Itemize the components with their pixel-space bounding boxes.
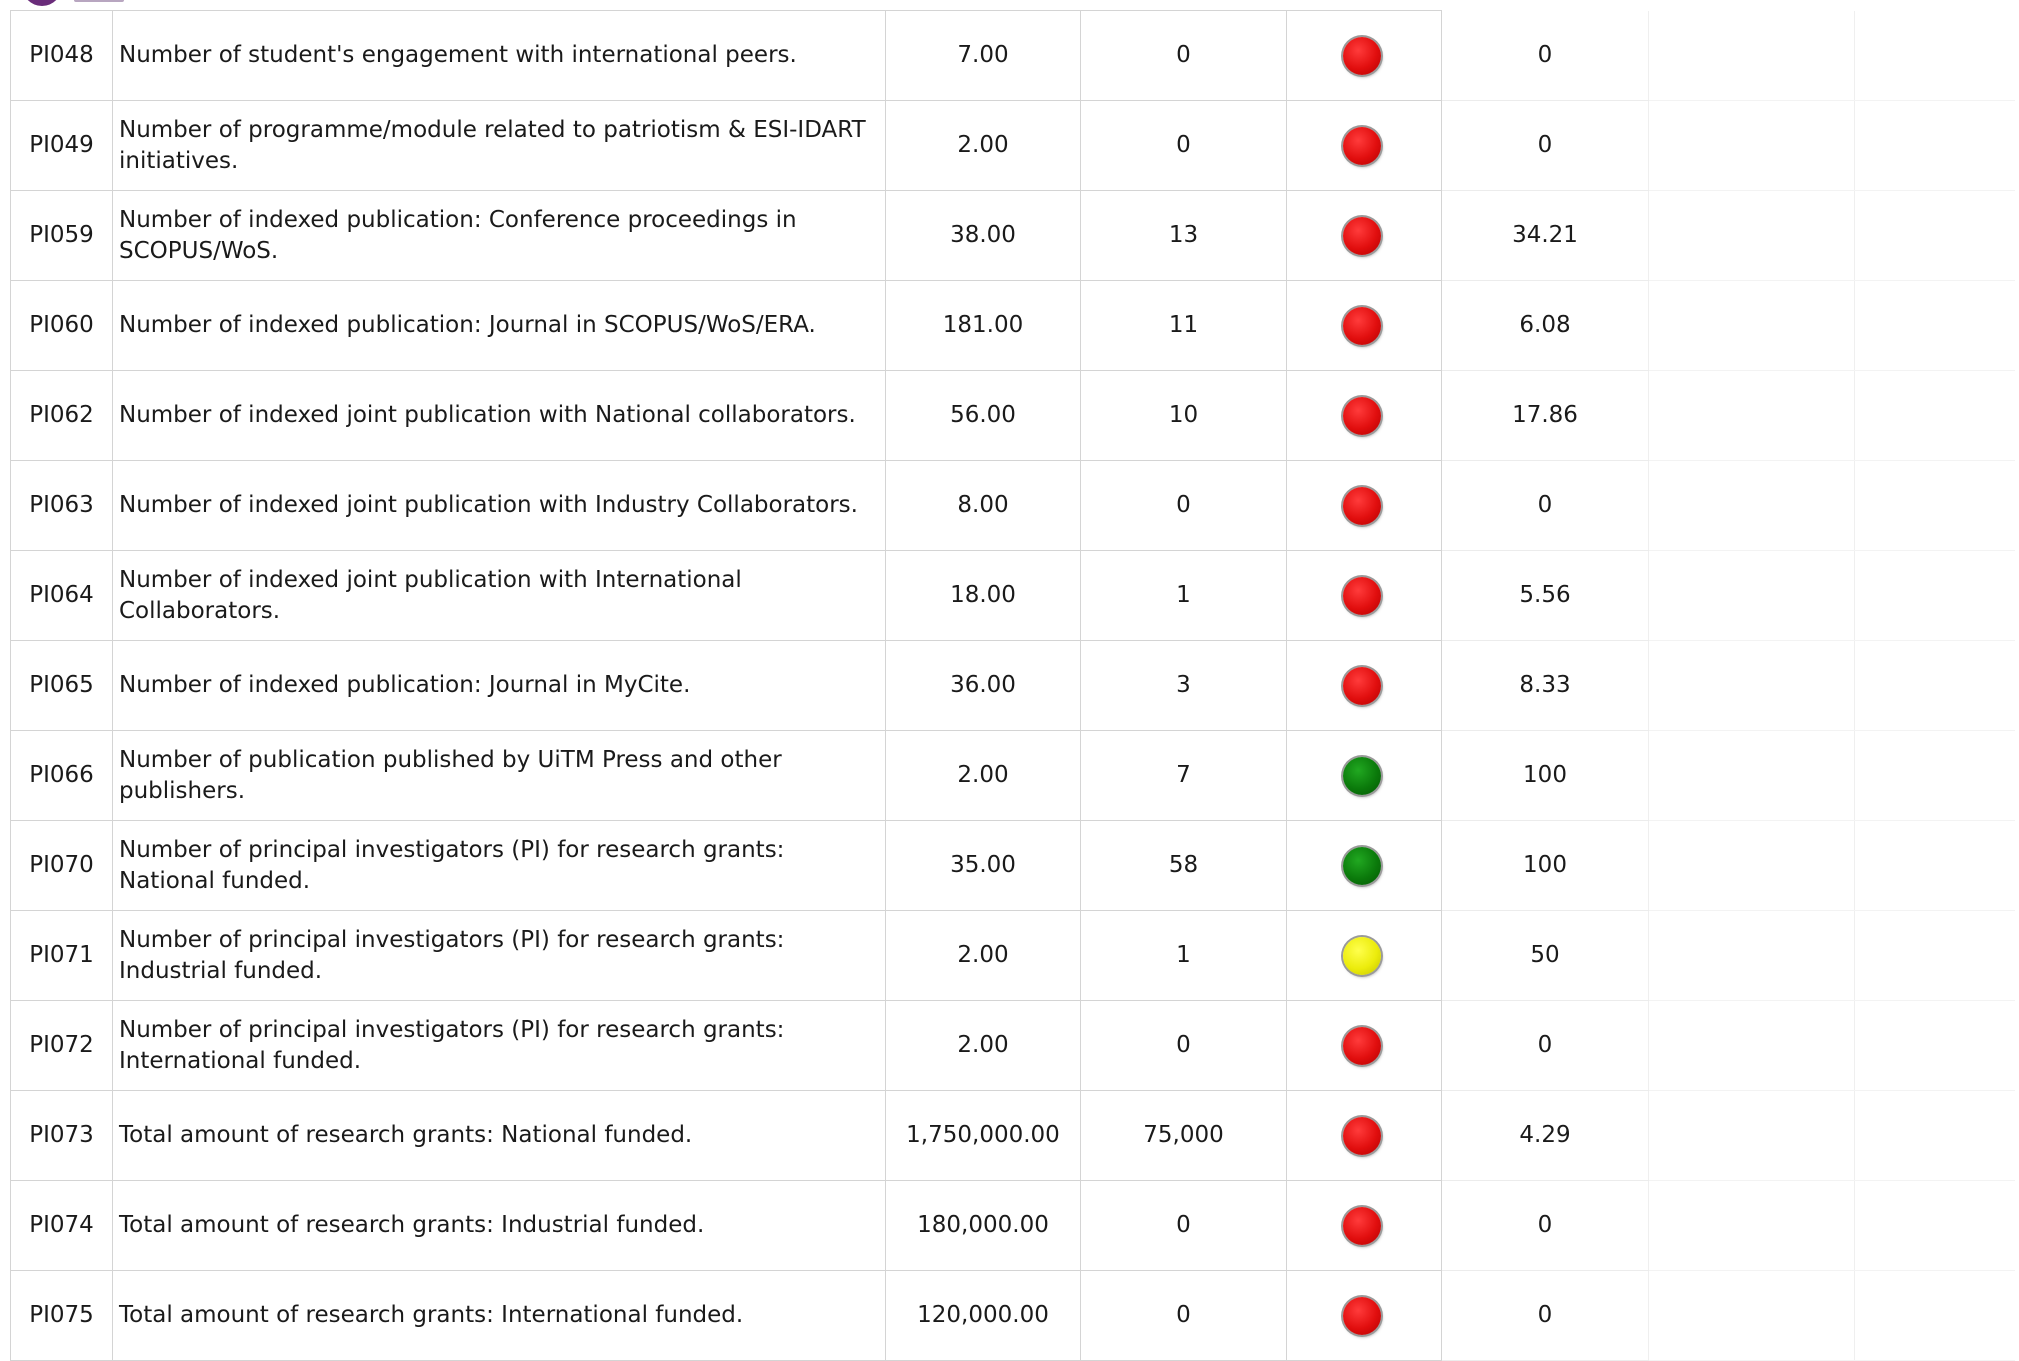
kpi-target-cell: 180,000.00 bbox=[886, 1181, 1081, 1271]
kpi-target-cell: 181.00 bbox=[886, 281, 1081, 371]
kpi-target-cell: 2.00 bbox=[886, 1001, 1081, 1091]
table-row bbox=[11, 371, 2016, 461]
kpi-id-cell: PI075 bbox=[11, 1271, 113, 1361]
kpi-description-cell: Number of student's engagement with international peers. bbox=[113, 11, 886, 101]
empty-cell bbox=[1649, 641, 1855, 731]
kpi-target-cell: 2.00 bbox=[886, 101, 1081, 191]
kpi-percent-cell: 0 bbox=[1442, 1001, 1649, 1091]
kpi-status-cell bbox=[1287, 281, 1442, 371]
kpi-id-cell: PI066 bbox=[11, 731, 113, 821]
kpi-achievement-cell: 13 bbox=[1081, 191, 1287, 281]
kpi-percent-cell: 0 bbox=[1442, 11, 1649, 101]
empty-cell bbox=[1649, 1271, 1855, 1361]
kpi-target-cell: 18.00 bbox=[886, 551, 1081, 641]
kpi-achievement-cell: 0 bbox=[1081, 461, 1287, 551]
kpi-description-cell: Total amount of research grants: Industrial funded. bbox=[113, 1181, 886, 1271]
kpi-achievement-cell: 58 bbox=[1081, 821, 1287, 911]
kpi-id-cell: PI072 bbox=[11, 1001, 113, 1091]
kpi-status-cell bbox=[1287, 461, 1442, 551]
status-red-icon bbox=[1343, 1117, 1381, 1155]
empty-cell bbox=[1649, 1091, 1855, 1181]
kpi-target-cell: 36.00 bbox=[886, 641, 1081, 731]
empty-cell bbox=[1649, 191, 1855, 281]
kpi-id-cell: PI063 bbox=[11, 461, 113, 551]
table-row bbox=[11, 11, 2016, 101]
kpi-id-cell: PI071 bbox=[11, 911, 113, 1001]
status-red-icon bbox=[1343, 217, 1381, 255]
empty-cell bbox=[1649, 461, 1855, 551]
kpi-id-cell: PI048 bbox=[11, 11, 113, 101]
status-red-icon bbox=[1343, 1207, 1381, 1245]
kpi-achievement-cell: 1 bbox=[1081, 911, 1287, 1001]
empty-cell bbox=[1649, 911, 1855, 1001]
table-row bbox=[11, 1091, 2016, 1181]
table-row bbox=[11, 1001, 2016, 1091]
kpi-description-cell: Total amount of research grants: International funded. bbox=[113, 1271, 886, 1361]
kpi-table bbox=[10, 10, 2015, 1361]
empty-cell bbox=[1855, 1271, 2016, 1361]
empty-cell bbox=[1855, 1181, 2016, 1271]
empty-cell bbox=[1855, 1091, 2016, 1181]
kpi-description-cell: Number of principal investigators (PI) for research grants: National funded. bbox=[113, 821, 886, 911]
kpi-id-cell: PI065 bbox=[11, 641, 113, 731]
kpi-status-cell bbox=[1287, 371, 1442, 461]
kpi-table-body bbox=[11, 11, 2016, 1361]
kpi-percent-cell: 0 bbox=[1442, 101, 1649, 191]
empty-cell bbox=[1855, 641, 2016, 731]
logo-icon bbox=[22, 0, 62, 6]
kpi-status-cell bbox=[1287, 1181, 1442, 1271]
empty-cell bbox=[1649, 281, 1855, 371]
kpi-percent-cell: 100 bbox=[1442, 821, 1649, 911]
status-red-icon bbox=[1343, 487, 1381, 525]
kpi-percent-cell: 100 bbox=[1442, 731, 1649, 821]
table-row bbox=[11, 101, 2016, 191]
kpi-id-cell: PI060 bbox=[11, 281, 113, 371]
kpi-target-cell: 38.00 bbox=[886, 191, 1081, 281]
kpi-percent-cell: 5.56 bbox=[1442, 551, 1649, 641]
status-red-icon bbox=[1343, 667, 1381, 705]
kpi-achievement-cell: 75,000 bbox=[1081, 1091, 1287, 1181]
table-row bbox=[11, 191, 2016, 281]
status-red-icon bbox=[1343, 127, 1381, 165]
kpi-description-cell: Number of indexed publication: Conference proceedings in SCOPUS/WoS. bbox=[113, 191, 886, 281]
kpi-description-cell: Number of publication published by UiTM Press and other publishers. bbox=[113, 731, 886, 821]
kpi-id-cell: PI070 bbox=[11, 821, 113, 911]
kpi-percent-cell: 50 bbox=[1442, 911, 1649, 1001]
table-row bbox=[11, 551, 2016, 641]
empty-cell bbox=[1855, 11, 2016, 101]
kpi-id-cell: PI064 bbox=[11, 551, 113, 641]
kpi-target-cell: 1,750,000.00 bbox=[886, 1091, 1081, 1181]
kpi-description-cell: Number of indexed publication: Journal in SCOPUS/WoS/ERA. bbox=[113, 281, 886, 371]
empty-cell bbox=[1855, 911, 2016, 1001]
kpi-status-cell bbox=[1287, 551, 1442, 641]
kpi-achievement-cell: 0 bbox=[1081, 1271, 1287, 1361]
kpi-status-cell bbox=[1287, 1271, 1442, 1361]
empty-cell bbox=[1855, 371, 2016, 461]
empty-cell bbox=[1649, 731, 1855, 821]
status-red-icon bbox=[1343, 397, 1381, 435]
kpi-description-cell: Number of indexed joint publication with National collaborators. bbox=[113, 371, 886, 461]
status-green-icon bbox=[1343, 757, 1381, 795]
kpi-status-cell bbox=[1287, 11, 1442, 101]
kpi-achievement-cell: 0 bbox=[1081, 11, 1287, 101]
empty-cell bbox=[1855, 551, 2016, 641]
kpi-status-cell bbox=[1287, 911, 1442, 1001]
kpi-achievement-cell: 7 bbox=[1081, 731, 1287, 821]
status-red-icon bbox=[1343, 37, 1381, 75]
kpi-achievement-cell: 0 bbox=[1081, 1001, 1287, 1091]
empty-cell bbox=[1649, 371, 1855, 461]
kpi-status-cell bbox=[1287, 731, 1442, 821]
status-red-icon bbox=[1343, 1297, 1381, 1335]
kpi-status-cell bbox=[1287, 191, 1442, 281]
table-row bbox=[11, 821, 2016, 911]
kpi-description-cell: Number of indexed publication: Journal in MyCite. bbox=[113, 641, 886, 731]
kpi-percent-cell: 0 bbox=[1442, 1271, 1649, 1361]
kpi-target-cell: 2.00 bbox=[886, 911, 1081, 1001]
kpi-status-cell bbox=[1287, 101, 1442, 191]
empty-cell bbox=[1649, 1001, 1855, 1091]
kpi-percent-cell: 6.08 bbox=[1442, 281, 1649, 371]
status-green-icon bbox=[1343, 847, 1381, 885]
kpi-achievement-cell: 11 bbox=[1081, 281, 1287, 371]
table-row bbox=[11, 641, 2016, 731]
status-red-icon bbox=[1343, 307, 1381, 345]
kpi-description-cell: Total amount of research grants: National funded. bbox=[113, 1091, 886, 1181]
status-red-icon bbox=[1343, 1027, 1381, 1065]
table-row bbox=[11, 911, 2016, 1001]
empty-cell bbox=[1649, 1181, 1855, 1271]
kpi-description-cell: Number of indexed joint publication with International Collaborators. bbox=[113, 551, 886, 641]
kpi-achievement-cell: 0 bbox=[1081, 1181, 1287, 1271]
kpi-achievement-cell: 0 bbox=[1081, 101, 1287, 191]
empty-cell bbox=[1855, 1001, 2016, 1091]
kpi-target-cell: 8.00 bbox=[886, 461, 1081, 551]
empty-cell bbox=[1855, 281, 2016, 371]
kpi-target-cell: 35.00 bbox=[886, 821, 1081, 911]
empty-cell bbox=[1855, 191, 2016, 281]
kpi-id-cell: PI074 bbox=[11, 1181, 113, 1271]
kpi-description-cell: Number of principal investigators (PI) for research grants: International funded. bbox=[113, 1001, 886, 1091]
kpi-id-cell: PI062 bbox=[11, 371, 113, 461]
kpi-target-cell: 7.00 bbox=[886, 11, 1081, 101]
kpi-target-cell: 2.00 bbox=[886, 731, 1081, 821]
kpi-target-cell: 56.00 bbox=[886, 371, 1081, 461]
kpi-description-cell: Number of indexed joint publication with Industry Collaborators. bbox=[113, 461, 886, 551]
kpi-status-cell bbox=[1287, 821, 1442, 911]
empty-cell bbox=[1649, 11, 1855, 101]
empty-cell bbox=[1855, 821, 2016, 911]
table-row bbox=[11, 1271, 2016, 1361]
empty-cell bbox=[1855, 461, 2016, 551]
status-red-icon bbox=[1343, 577, 1381, 615]
kpi-description-cell: Number of principal investigators (PI) for research grants: Industrial funded. bbox=[113, 911, 886, 1001]
empty-cell bbox=[1855, 101, 2016, 191]
empty-cell bbox=[1649, 821, 1855, 911]
kpi-status-cell bbox=[1287, 1091, 1442, 1181]
kpi-status-cell bbox=[1287, 641, 1442, 731]
kpi-percent-cell: 0 bbox=[1442, 461, 1649, 551]
kpi-id-cell: PI073 bbox=[11, 1091, 113, 1181]
kpi-percent-cell: 17.86 bbox=[1442, 371, 1649, 461]
logo-text-fragment bbox=[74, 0, 124, 2]
kpi-achievement-cell: 10 bbox=[1081, 371, 1287, 461]
kpi-percent-cell: 8.33 bbox=[1442, 641, 1649, 731]
kpi-description-cell: Number of programme/module related to patriotism & ESI-IDART initiatives. bbox=[113, 101, 886, 191]
table-row bbox=[11, 731, 2016, 821]
table-row bbox=[11, 461, 2016, 551]
empty-cell bbox=[1649, 101, 1855, 191]
kpi-percent-cell: 0 bbox=[1442, 1181, 1649, 1271]
table-row bbox=[11, 281, 2016, 371]
kpi-id-cell: PI059 bbox=[11, 191, 113, 281]
empty-cell bbox=[1649, 551, 1855, 641]
table-row bbox=[11, 1181, 2016, 1271]
kpi-id-cell: PI049 bbox=[11, 101, 113, 191]
kpi-percent-cell: 4.29 bbox=[1442, 1091, 1649, 1181]
kpi-status-cell bbox=[1287, 1001, 1442, 1091]
kpi-achievement-cell: 1 bbox=[1081, 551, 1287, 641]
kpi-percent-cell: 34.21 bbox=[1442, 191, 1649, 281]
kpi-achievement-cell: 3 bbox=[1081, 641, 1287, 731]
kpi-target-cell: 120,000.00 bbox=[886, 1271, 1081, 1361]
status-yellow-icon bbox=[1343, 937, 1381, 975]
empty-cell bbox=[1855, 731, 2016, 821]
